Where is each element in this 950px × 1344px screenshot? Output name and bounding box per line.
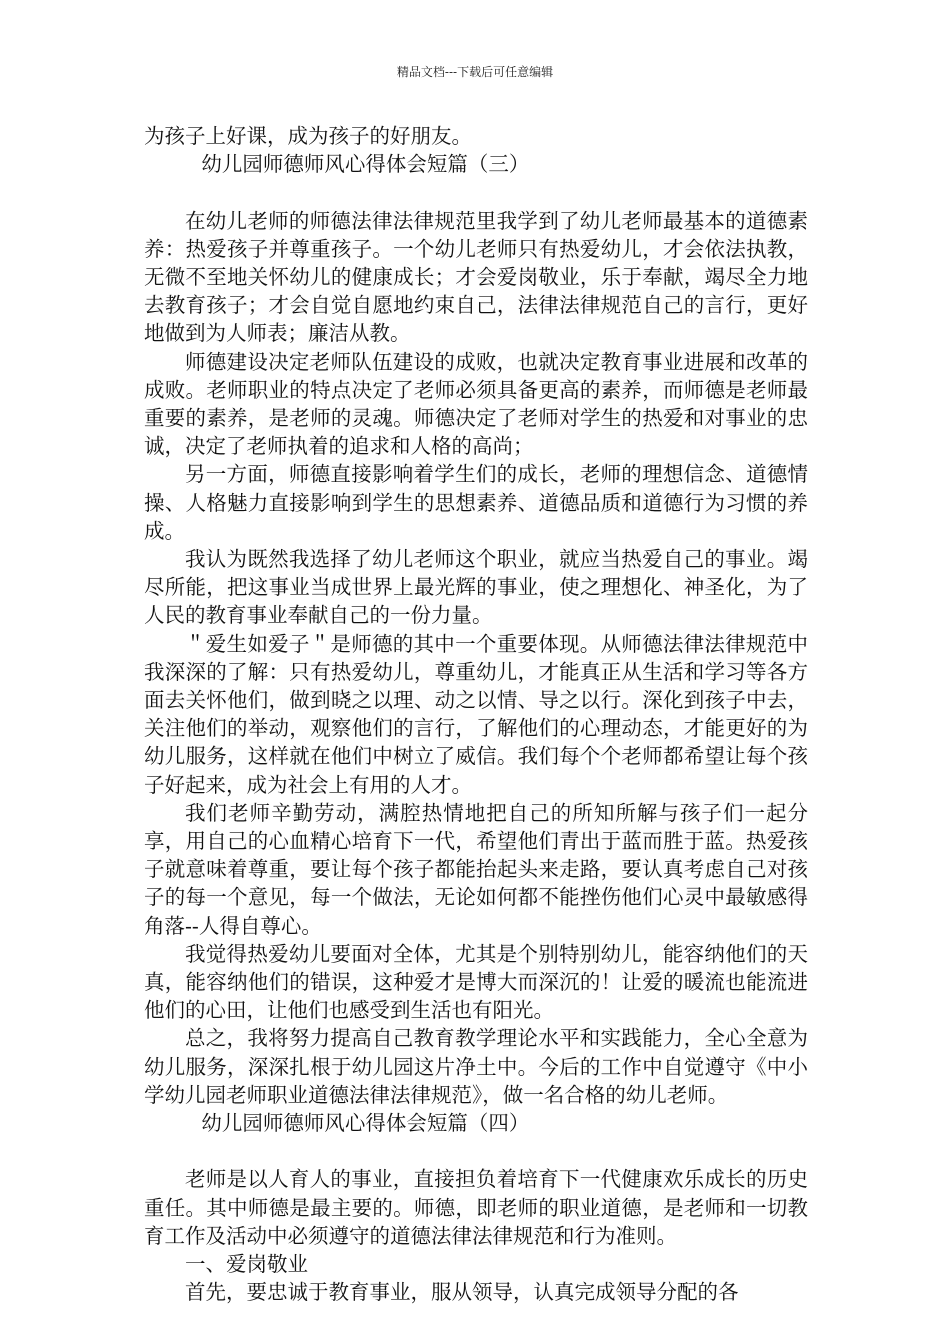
paragraph: 首先，要忠诚于教育事业，服从领导，认真完成领导分配的各 [185, 1280, 739, 1305]
paragraph: 总之，我将努力提高自己教育教学理论水平和实践能力，全心全意为幼儿服务，深深扎根于幼儿园这片净土中。今后的工作中自觉遵守《中小学幼儿园老师职业道德法律法律规范》，做一名合格的幼儿老师。 [144, 1026, 808, 1107]
document-body [144, 122, 808, 1307]
paragraph-continuation: 为孩子上好课，成为孩子的好朋友。 [144, 124, 472, 148]
paragraph: 在幼儿老师的师德法律法律规范里我学到了幼儿老师最基本的道德素养：热爱孩子并尊重孩子。一个幼儿老师只有热爱幼儿，才会依法执教，无微不至地关怀幼儿的健康成长；才会爱岗敬业，乐于奉献，竭尽全力地去教育孩子；才会自觉自愿地约束自己，法律法律规范自己的言行，更好地做到为人师表；廉洁从教。 [144, 208, 808, 346]
page-header: 精品文档---下载后可任意编辑 [396, 65, 554, 79]
section-heading-3: 幼儿园师德师风心得体会短篇（三） [201, 152, 530, 177]
paragraph: ＂爱生如爱子＂是师德的其中一个重要体现。从师德法律法律规范中我深深的了解：只有热爱幼儿，尊重幼儿，才能真正从生活和学习等各方面去关怀他们，做到晓之以理、动之以情、导之以行。深化到孩子中去，关注他们的举动，观察他们的言行，了解他们的心理动态，才能更好的为幼儿服务，这样就在他们中树立了威信。我们每个个老师都希望让每个孩子好起来，成为社会上有用的人才。 [144, 631, 808, 797]
paragraph: 师德建设决定老师队伍建设的成败，也就决定教育事业进展和改革的成败。老师职业的特点决定了老师必须具备更高的素养，而师德是老师最重要的素养，是老师的灵魂。师德决定了老师对学生的热爱和对事业的忠诚，决定了老师执着的追求和人格的高尚； [144, 349, 808, 459]
paragraph: 老师是以人育人的事业，直接担负着培育下一代健康欢乐成长的历史重任。其中师德是最主要的。师德，即老师的职业道德，是老师和一切教育工作及活动中必须遵守的道德法律法律规范和行为准则。 [144, 1167, 808, 1248]
blank-line [144, 1137, 808, 1165]
blank-line [144, 178, 808, 206]
section-heading-4: 幼儿园师德师风心得体会短篇（四） [201, 1111, 530, 1136]
paragraph: 我们老师辛勤劳动，满腔热情地把自己的所知所解与孩子们一起分享，用自己的心血精心培育下一代，希望他们青出于蓝而胜于蓝。热爱孩子就意味着尊重，要让每个孩子都能抬起头来走路，要认真考虑自己对孩子的每一个意见，每一个做法，无论如何都不能挫伤他们心灵中最敏感得角落--人得自尊心。 [144, 800, 808, 938]
paragraph: 我觉得热爱幼儿要面对全体，尤其是个别特别幼儿，能容纳他们的天真，能容纳他们的错误，这种爱才是博大而深沉的！让爱的暖流也能流进他们的心田，让他们也感受到生活也有阳光。 [144, 941, 808, 1023]
subheading: 一、爱岗敬业 [185, 1252, 308, 1277]
paragraph: 另一方面，师德直接影响着学生们的成长，老师的理想信念、道德情操、人格魅力直接影响到学生的思想素养、道德品质和道德行为习惯的养成。 [144, 462, 808, 543]
paragraph: 我认为既然我选择了幼儿老师这个职业，就应当热爱自己的事业。竭尽所能，把这事业当成世界上最光辉的事业，使之理想化、神圣化，为了人民的教育事业奉献自己的一份力量。 [144, 547, 808, 628]
